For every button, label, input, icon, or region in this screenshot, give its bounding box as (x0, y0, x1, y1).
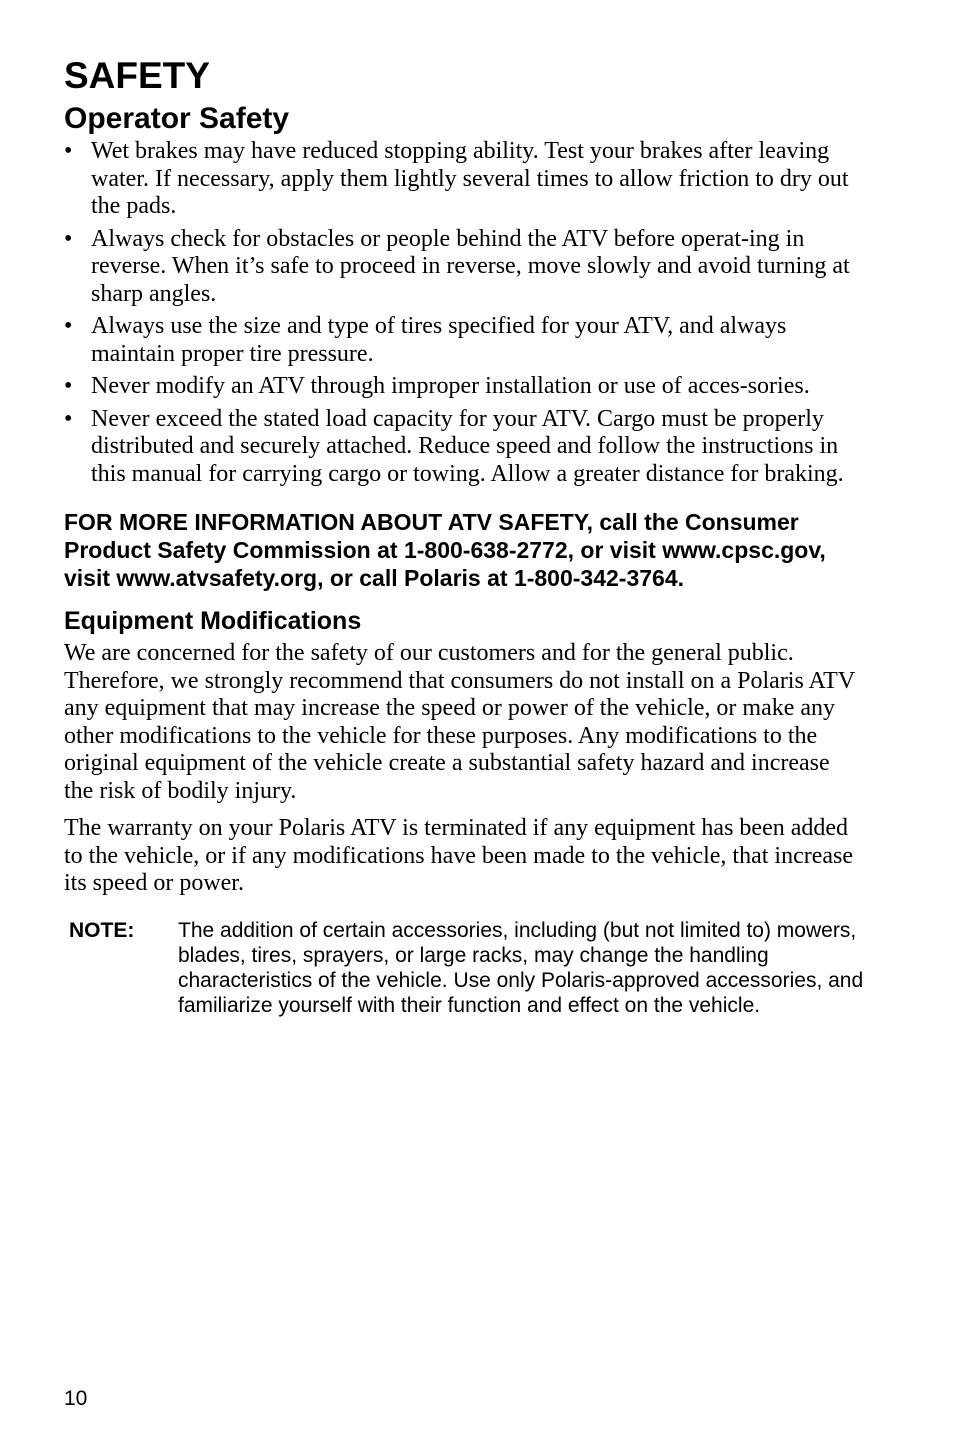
note-label: NOTE: (69, 918, 135, 942)
warranty-paragraph: The warranty on your Polaris ATV is terminated if any equipment has been added to the vehicle, or if any modifications have been made to the vehicle, that increase its speed or power. (64, 815, 854, 896)
list-item (64, 373, 864, 401)
list-item-text: Always use the size and type of tires specified for your ATV, and always maintain proper tire pressure. (91, 313, 787, 367)
section-title-operator-safety: Operator Safety (64, 102, 290, 135)
equipment-paragraph: We are concerned for the safety of our customers and for the general public. Therefore, we strongly recommend that consumers do not install on a Polaris ATV any equipment that may increase the speed or power of the vehicle, or make any other modifications to the vehicle for these purposes. Any modifications to the original equipment of the vehicle create a substantial safety hazard and increase the risk of bodily injury. (64, 640, 855, 804)
bullet-icon: • (64, 313, 73, 339)
safety-bullet-list (64, 138, 864, 488)
list-item (64, 406, 864, 489)
list-item-text: Never exceed the stated load capacity for your ATV. Cargo must be properly distributed and securely attached. Reduce speed and follow the instructions in this manual for carrying cargo or towing. Allow a greater distance for braking. (91, 405, 844, 487)
bullet-icon: • (64, 373, 73, 399)
page-number: 10 (64, 1387, 88, 1410)
bullet-icon: • (64, 225, 73, 252)
note-text: The addition of certain accessories, including (but not limited to) mowers, blades, tires, sprayers, or large racks, may change the handling characteristics of the vehicle. Use only Polaris-approved accessories, and familiarize yourself with their function and effect on the vehicle. (178, 918, 864, 1017)
note-block (64, 918, 864, 1018)
bullet-icon: • (64, 405, 73, 432)
list-item-text: Never modify an ATV through improper installation or use of acces-sories. (91, 373, 810, 399)
list-item-text: Always check for obstacles or people behind the ATV before operat-ing in reverse. When it’s safe to proceed in reverse, move slowly and avoid turning at sharp angles. (91, 225, 850, 307)
list-item (64, 226, 864, 309)
safety-info-notice: FOR MORE INFORMATION ABOUT ATV SAFETY, call the Consumer Product Safety Commission at 1-800-638-2772, or visit www.cpsc.gov, visit www.atvsafety.org, or call Polaris at 1-800-342-3764. (64, 509, 826, 591)
list-item (64, 138, 864, 221)
section-title-equipment-modifications: Equipment Modifications (64, 607, 362, 635)
manual-page (64, 56, 864, 1018)
page-title: SAFETY (64, 55, 210, 96)
list-item-text: Wet brakes may have reduced stopping ability. Test your brakes after leaving water. If necessary, apply them lightly several times to allow friction to dry out the pads. (91, 138, 849, 219)
bullet-icon: • (64, 138, 73, 164)
list-item (64, 313, 864, 368)
